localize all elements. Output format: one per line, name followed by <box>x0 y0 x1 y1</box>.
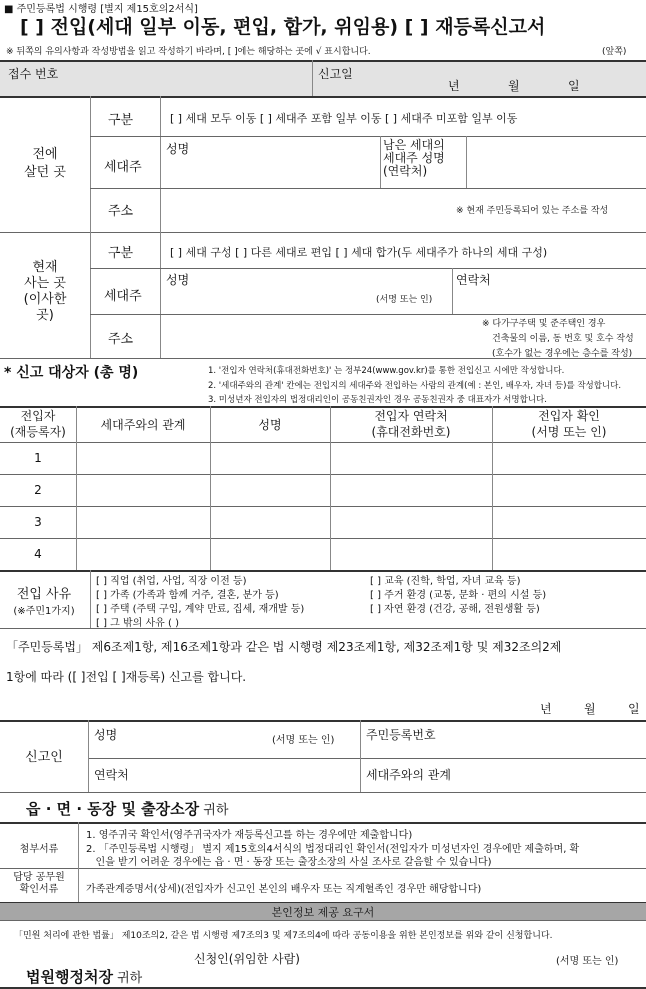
remaining-head-label: 남은 세대의 세대주 성명 (연락처) <box>383 138 445 178</box>
current-contact-field[interactable] <box>454 286 644 312</box>
consent-applicant-label: 신청인(위임한 사람) <box>194 952 300 966</box>
report-date-label: 신고일 <box>318 67 353 81</box>
instruction-notice: ※ 뒤쪽의 유의사항과 작성방법을 읽고 작성하기 바라며, [ ]에는 해당하는 곳에 √ 표시합니다. <box>6 47 371 57</box>
col-confirm: 전입자 확인 (서명 또는 인) <box>531 409 607 439</box>
consent-sign-hint: (서명 또는 인) <box>556 956 619 967</box>
col-name: 성명 <box>258 418 282 432</box>
previous-head-name-label: 성명 <box>166 142 190 156</box>
statement-day: 일 <box>628 702 640 716</box>
receipt-day: 일 <box>568 79 580 93</box>
col-subject: 전입자 (재등록자) <box>10 409 66 439</box>
table-row: 1 <box>34 451 42 465</box>
current-address-section: 현재 사는 곳 (이사한 곳) <box>23 260 67 323</box>
reason-job[interactable]: [ ] 직업 (취업, 사업, 직장 이전 등) <box>96 576 247 587</box>
attachment-item-1: 1. 영주귀국 확인서(영주귀국자가 재등록신고를 하는 경우에만 제출합니다) <box>86 830 413 841</box>
reporter-regno-field[interactable] <box>450 722 644 756</box>
current-head-name-label: 성명 <box>166 273 190 287</box>
previous-address-label: 주소 <box>108 204 134 219</box>
current-address-label: 주소 <box>108 332 134 347</box>
recipient-suffix: 귀하 <box>199 803 229 818</box>
reporter-label: 신고인 <box>25 750 63 765</box>
form-title: [ ] 전입(세대 일부 이동, 편입, 합가, 위임용) [ ] 재등록신고서 <box>20 16 546 38</box>
reason-residential-env[interactable]: [ ] 주거 환경 (교통, 문화 · 편의 시설 등) <box>370 590 547 601</box>
table-row: 3 <box>34 515 42 529</box>
table-row: 4 <box>34 547 42 561</box>
attachment-item-2: 2. 「주민등록법 시행령」 별지 제15호의4서식의 법정대리인 확인서(전입자가 미성년자인 경우에만 제출하며, 확 <box>86 844 580 855</box>
subjects-heading: * 신고 대상자 (총 명) <box>4 365 139 381</box>
col-relation: 세대주와의 관계 <box>100 418 186 432</box>
attachment-item-2-cont: 인을 받기 어려운 경우에는 읍 · 면 · 동장 또는 출장소장의 사실 조사로 갈음할 수 있습니다) <box>86 857 492 868</box>
consent-applicant-field[interactable] <box>326 946 546 964</box>
current-type-label: 구분 <box>108 246 134 261</box>
previous-address-note: ※ 현재 주민등록되어 있는 주소를 작성 <box>456 206 609 216</box>
reporter-contact-field[interactable] <box>140 760 356 790</box>
previous-head-name-field[interactable] <box>162 156 376 184</box>
col-contact: 전입자 연락처 (휴대전화번호) <box>371 409 451 439</box>
statement-year: 년 <box>540 702 552 716</box>
consent-text: 「민원 처리에 관한 법률」 제10조의2, 같은 법 시행령 제7조의3 및 제7조의4에 따라 공동이용을 위한 본인정보를 위와 같이 신청합니다. <box>14 931 553 941</box>
receipt-month: 월 <box>508 79 520 93</box>
footer-recipient <box>26 966 142 987</box>
reason-other[interactable]: [ ] 그 밖의 사유 ( ) <box>96 618 179 629</box>
statement-month: 월 <box>584 702 596 716</box>
previous-address-section: 전에 살던 곳 <box>24 147 66 180</box>
remaining-head-field[interactable] <box>468 138 644 186</box>
footer-office: 법원행정처장 <box>26 968 113 986</box>
current-contact-label: 연락처 <box>456 273 491 287</box>
receipt-number-label: 접수 번호 <box>8 67 59 81</box>
statement-line-1: 「주민등록법」 제6조제1항, 제16조제1항과 같은 법 시행령 제23조제1항, 제32조제1항 및 제32조의2제 <box>6 640 562 654</box>
current-head-label: 세대주 <box>104 289 142 304</box>
previous-type-label: 구분 <box>108 113 134 128</box>
current-address-note-3: (호수가 없는 경우에는 층수를 작성) <box>492 349 633 359</box>
current-head-sign-hint: (서명 또는 인) <box>376 295 433 305</box>
recipient-office: 읍 · 면 · 동장 및 출장소장 <box>26 800 200 818</box>
current-address-field[interactable] <box>162 316 472 356</box>
table-row: 2 <box>34 483 42 497</box>
reason-natural-env[interactable]: [ ] 자연 환경 (건강, 공해, 전원생활 등) <box>370 604 540 615</box>
subjects-note-1: 1. '전입자 연락처(휴대전화번호)' 는 정부24(www.gov.kr)를 통한 전입신고 시에만 작성합니다. <box>208 366 565 376</box>
reporter-name-label: 성명 <box>94 728 118 742</box>
page-side-label: (앞쪽) <box>602 47 627 57</box>
current-address-note-2: 건축물의 이름, 동 번호 및 호수 작성 <box>492 334 634 344</box>
attachments-label: 첨부서류 <box>19 844 59 855</box>
official-docs-label: 담당 공무원 확인서류 <box>13 872 65 895</box>
reason-housing[interactable]: [ ] 주택 (주택 구입, 계약 만료, 집세, 재개발 등) <box>96 604 305 615</box>
reporter-contact-label: 연락처 <box>94 768 129 782</box>
current-address-note-1: ※ 다가구주택 및 준주택인 경우 <box>482 319 606 329</box>
law-reference: ■ 주민등록법 시행령 [별지 제15호의2서식] <box>4 4 198 15</box>
reporter-sign-hint: (서명 또는 인) <box>272 735 335 746</box>
subjects-entry-area[interactable] <box>78 444 644 568</box>
consent-heading: 본인정보 제공 요구서 <box>271 906 375 919</box>
subjects-note-3: 3. 미성년자 전입자의 법정대리인이 공동친권자인 경우 공동친권자 중 대표자가 서명합니다. <box>208 395 547 405</box>
reason-family[interactable]: [ ] 가족 (가족과 함께 거주, 결혼, 분가 등) <box>96 590 279 601</box>
official-docs-text: 가족관계증명서(상세)(전입자가 신고인 본인의 배우자 또는 직계혈족인 경우만 해당합니다) <box>86 884 482 895</box>
subjects-note-2: 2. '세대주와의 관계' 칸에는 전입지의 세대주와 전입하는 사람의 관계(예 : 본인, 배우자, 자녀 등)를 작성합니다. <box>208 381 622 391</box>
receipt-year: 년 <box>448 79 460 93</box>
reason-education[interactable]: [ ] 교육 (진학, 학업, 자녀 교육 등) <box>370 576 521 587</box>
recipient-line <box>26 798 228 819</box>
reporter-relation-field[interactable] <box>466 760 644 790</box>
previous-head-label: 세대주 <box>104 160 142 175</box>
previous-address-field[interactable] <box>162 190 452 230</box>
reporter-name-field[interactable] <box>130 722 266 756</box>
reason-label: 전입 사유 <box>16 587 72 602</box>
statement-line-2: 1항에 따라 ([ ]전입 [ ]재등록) 신고를 합니다. <box>6 670 247 684</box>
previous-type-options[interactable]: [ ] 세대 모두 이동 [ ] 세대주 포함 일부 이동 [ ] 세대주 미포함 일부 이동 <box>170 112 518 125</box>
footer-suffix: 귀하 <box>112 971 143 986</box>
current-type-options[interactable]: [ ] 세대 구성 [ ] 다른 세대로 편입 [ ] 세대 합가(두 세대주가 하나의 세대 구성) <box>170 246 548 259</box>
reporter-relation-label: 세대주와의 관계 <box>366 768 451 782</box>
reason-sub-label: (※주민1가지) <box>13 606 75 617</box>
reporter-regno-label: 주민등록번호 <box>366 728 436 742</box>
